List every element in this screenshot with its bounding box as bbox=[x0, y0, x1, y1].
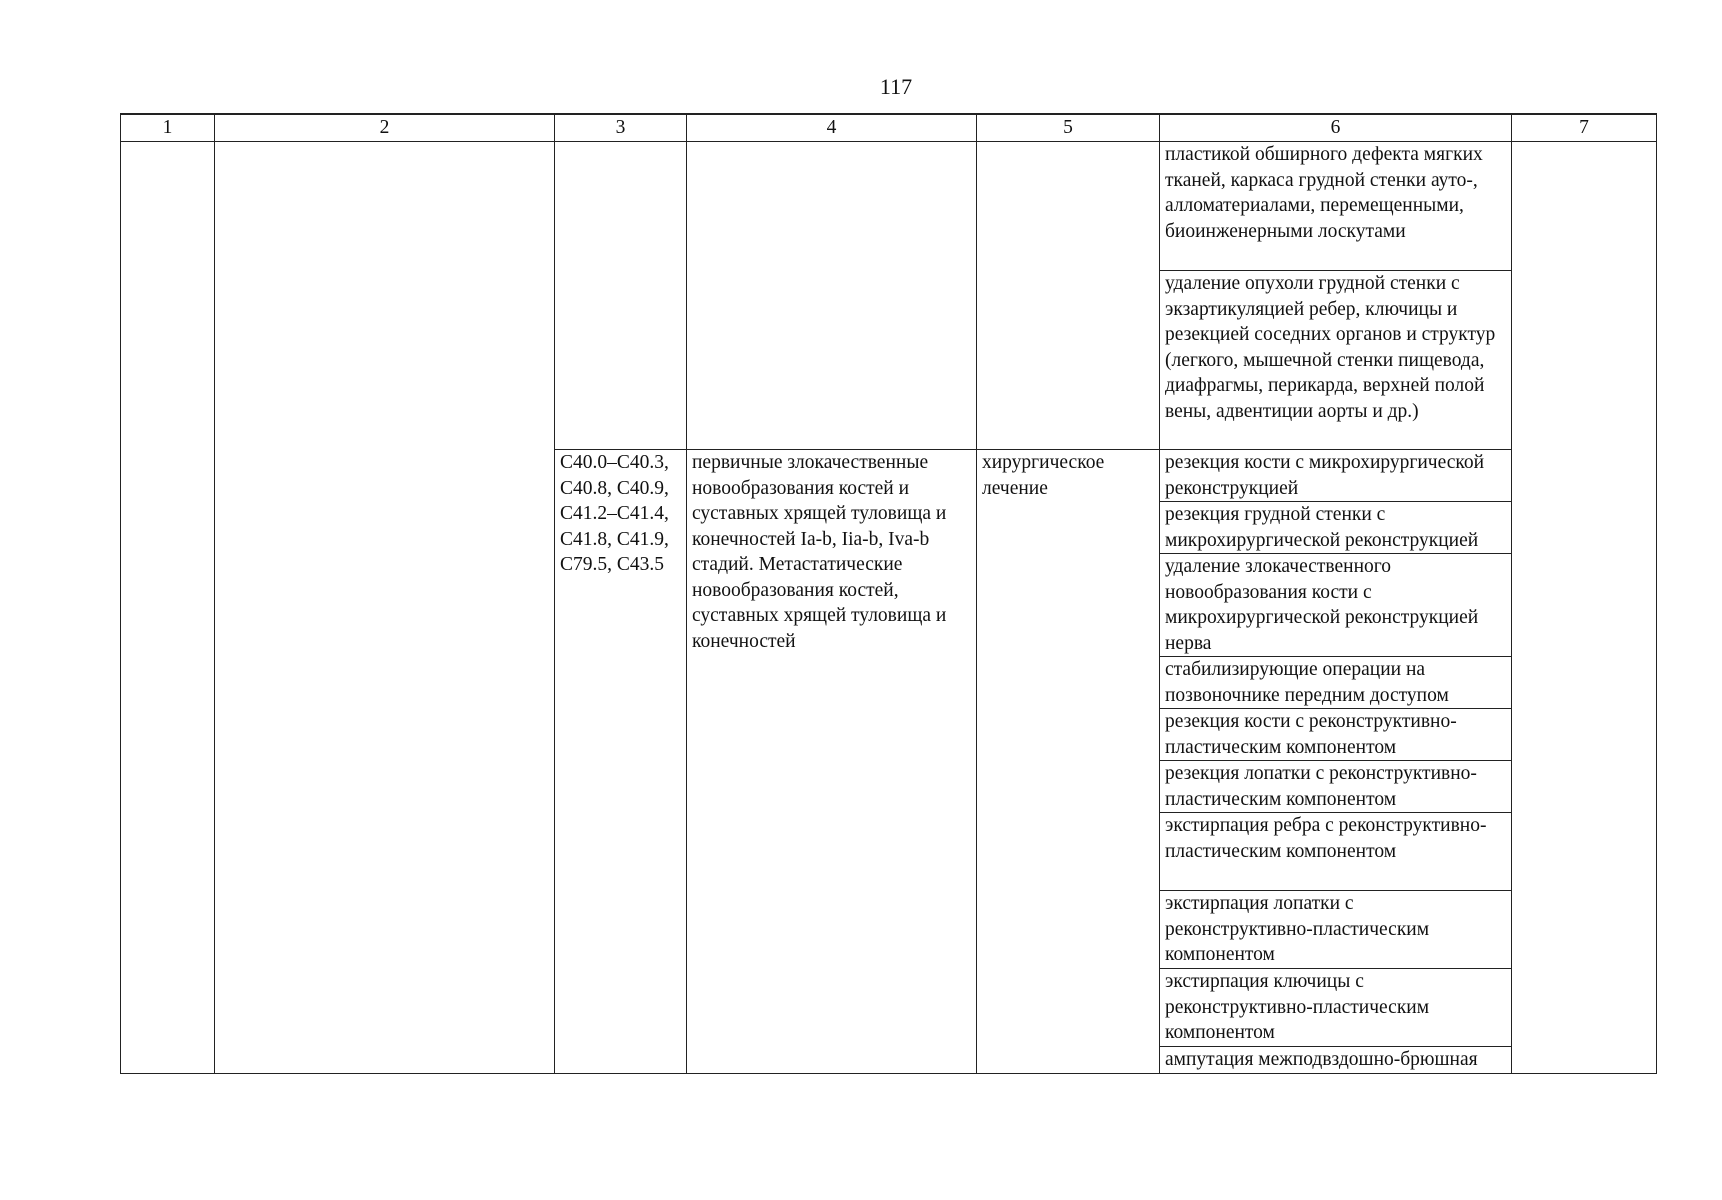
treatment-method-cell: резекция грудной стенки с микрохирургической реконструкцией bbox=[1160, 502, 1512, 554]
col-header-5: 5 bbox=[977, 114, 1160, 142]
col5-cell-prev bbox=[977, 142, 1160, 450]
treatment-method-cell: ампутация межподвздошно-брюшная bbox=[1160, 1047, 1512, 1074]
icd-codes-cell: C40.0–C40.3, C40.8, C40.9, C41.2–C41.4, C41.8, C41.9, C79.5, C43.5 bbox=[555, 450, 687, 1074]
treatment-method-cell: стабилизирующие операции на позвоночнике передним доступом bbox=[1160, 657, 1512, 709]
treatment-method-cell: пластикой обширного дефекта мягких тканей, каркаса грудной стенки ауто-, алломатериалами, перемещенными, биоинженерными лоскутами bbox=[1160, 142, 1512, 271]
treatment-method-cell: резекция кости с реконструктивно-пластическим компонентом bbox=[1160, 709, 1512, 761]
col-header-1: 1 bbox=[121, 114, 215, 142]
treatment-method-cell: удаление злокачественного новообразования кости с микрохирургической реконструкцией нерва bbox=[1160, 554, 1512, 657]
treatment-type-cell: хирургическое лечение bbox=[977, 450, 1160, 1074]
col-header-6: 6 bbox=[1160, 114, 1512, 142]
treatment-method-cell: экстирпация лопатки с реконструктивно-пластическим компонентом bbox=[1160, 891, 1512, 969]
col4-cell-prev bbox=[687, 142, 977, 450]
header-row bbox=[121, 114, 1657, 142]
treatment-method-cell: экстирпация ключицы с реконструктивно-пластическим компонентом bbox=[1160, 969, 1512, 1047]
treatment-method-cell: удаление опухоли грудной стенки с экзартикуляцией ребер, ключицы и резекцией соседних органов и структур (легкого, мышечной стенки пищевода, диафрагмы, перикарда, верхней полой вены, адвентиции аорты и др.) bbox=[1160, 271, 1512, 450]
col7-cell bbox=[1512, 142, 1657, 1074]
col-header-2: 2 bbox=[215, 114, 555, 142]
col3-cell-prev bbox=[555, 142, 687, 450]
procedures-table bbox=[120, 113, 1657, 1074]
treatment-method-cell: экстирпация ребра с реконструктивно-пластическим компонентом bbox=[1160, 813, 1512, 891]
diagnosis-cell: первичные злокачественные новообразования костей и суставных хрящей туловища и конечностей Ia-b, Iia-b, Iva-b стадий. Метастатические новообразования костей, суставных хрящей туловища и конечностей bbox=[687, 450, 977, 1074]
col-header-4: 4 bbox=[687, 114, 977, 142]
col2-cell bbox=[215, 142, 555, 1074]
col-header-3: 3 bbox=[555, 114, 687, 142]
page-number: 117 bbox=[879, 74, 913, 99]
treatment-method-cell: резекция кости с микрохирургической реконструкцией bbox=[1160, 450, 1512, 502]
treatment-method-cell: резекция лопатки с реконструктивно-пластическим компонентом bbox=[1160, 761, 1512, 813]
col-header-7: 7 bbox=[1512, 114, 1657, 142]
col1-cell bbox=[121, 142, 215, 1074]
table-row bbox=[121, 142, 1657, 271]
